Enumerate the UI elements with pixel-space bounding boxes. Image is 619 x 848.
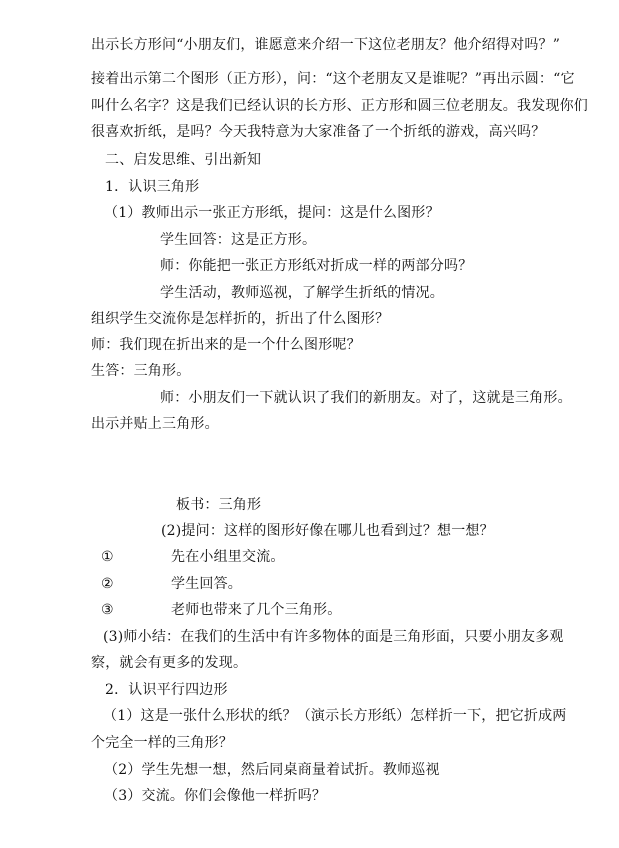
paragraph-line: (2)提问：这样的图形好像在哪儿也看到过？想一想？ [161,523,494,539]
list-marker: ① [101,549,114,565]
paragraph-line: 察，就会有更多的发现。 [91,655,248,671]
list-marker: ③ [101,602,114,618]
paragraph-line: 师：小朋友们一下就认识了我们的新朋友。对了，这就是三角形。 [160,390,572,406]
paragraph-line: 师：我们现在折出来的是一个什么图形呢？ [91,337,361,353]
paragraph-line: 个完全一样的三角形？ [91,735,233,751]
subsection-heading: 1．认识三角形 [105,179,200,195]
paragraph-line: 叫什么名字？这是我们已经认识的长方形、正方形和圆三位老朋友。我发现你们 [91,98,588,114]
paragraph-line: 很喜欢折纸，是吗？今天我特意为大家准备了一个折纸的游戏，高兴吗？ [91,124,546,140]
blackboard-note: 板书：三角形 [176,497,262,513]
list-marker: ② [101,576,114,592]
paragraph-line: 生答：三角形。 [91,363,191,379]
paragraph-line: (3)师小结：在我们的生活中有许多物体的面是三角形面，只要小朋友多观 [103,629,564,645]
paragraph-line: 组织学生交流你是怎样折的，折出了什么图形？ [91,311,390,327]
subsection-heading: 2．认识平行四边形 [105,682,228,698]
list-item: 学生回答。 [171,576,242,592]
paragraph-line: 出示长方形问“小朋友们，谁愿意来介绍一下这位老朋友？他介绍得对吗？” [91,37,561,53]
paragraph-line: （1）这是一张什么形状的纸？（演示长方形纸）怎样折一下，把它折成两 [103,708,567,724]
paragraph-line: （2）学生先想一想，然后同桌商量着试折。教师巡视 [104,762,440,778]
paragraph-line: 学生活动，教师巡视，了解学生折纸的情况。 [160,285,444,301]
paragraph-line: 出示并贴上三角形。 [91,416,219,432]
paragraph-line: （3）交流。你们会像他一样折吗？ [104,788,327,804]
list-item: 先在小组里交流。 [171,549,285,565]
paragraph-line: （1）教师出示一张正方形纸，提问：这是什么图形？ [104,205,440,221]
section-heading: 二、启发思维、引出新知 [105,152,262,168]
paragraph-line: 学生回答：这是正方形。 [160,232,317,248]
paragraph-line: 师：你能把一张正方形纸对折成一样的两部分吗？ [160,258,473,274]
paragraph-line: 接着出示第二个图形（正方形），问：“这个老朋友又是谁呢？”再出示圆：“它 [91,71,575,87]
list-item: 老师也带来了几个三角形。 [171,602,342,618]
